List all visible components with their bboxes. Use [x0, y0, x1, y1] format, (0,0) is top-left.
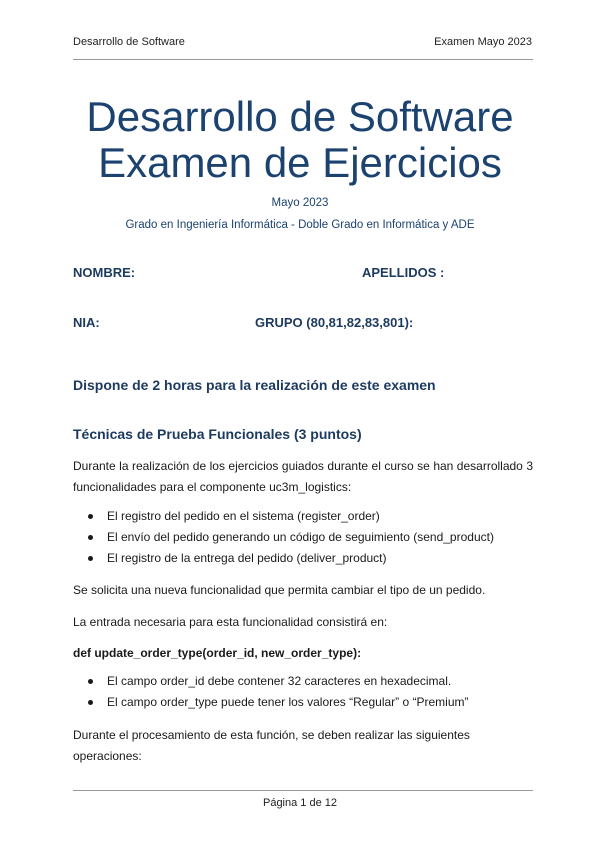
title-line-1: Desarrollo de Software: [86, 93, 514, 140]
list-item: [88, 671, 533, 692]
list-item-text: El campo order_id debe contener 32 caracteres en hexadecimal.: [107, 674, 452, 688]
page-number: Página 1 de 12: [262, 797, 337, 809]
field-apellidos-label: APELLIDOS :: [362, 265, 445, 280]
request-paragraph: Se solicita una nueva funcionalidad que permita cambiar el tipo de un pedido.: [73, 583, 486, 597]
header-divider: [73, 59, 533, 60]
function-signature: def update_order_type(order_id, new_order_type):: [73, 646, 362, 660]
list-item-text: El registro de la entrega del pedido (deliver_product): [107, 551, 387, 565]
bullet-icon: [88, 556, 93, 561]
duration-heading: Dispone de 2 horas para la realización de este examen: [73, 377, 436, 393]
list-item-text: El envío del pedido generando un código de seguimiento (send_product): [107, 530, 494, 544]
functionalities-list: [88, 506, 533, 569]
field-nia-label: NIA:: [73, 315, 100, 330]
list-item: [88, 692, 533, 713]
list-item: [88, 527, 533, 548]
bullet-icon: [88, 514, 93, 519]
document-title: [0, 94, 600, 186]
bullet-icon: [88, 700, 93, 705]
subtitle-degree: Grado en Ingeniería Informática - Doble Grado en Informática y ADE: [125, 219, 475, 231]
footer-divider: [73, 790, 533, 791]
bullet-icon: [88, 535, 93, 540]
section-heading: Técnicas de Prueba Funcionales (3 puntos): [73, 426, 362, 442]
input-paragraph: La entrada necesaria para esta funcionalidad consistirá en:: [73, 615, 388, 629]
processing-paragraph: Durante el procesamiento de esta función, se deben realizar las siguientes operaciones:: [73, 728, 470, 763]
list-item: [88, 548, 533, 569]
subtitle-date: Mayo 2023: [271, 197, 329, 209]
intro-paragraph: Durante la realización de los ejercicios guiados durante el curso se han desarrollado 3 funcionalidades para el componente uc3m_logistics:: [73, 459, 533, 494]
field-grupo-label: GRUPO (80,81,82,83,801):: [255, 315, 414, 330]
title-line-2: Examen de Ejercicios: [98, 139, 502, 186]
header-exam-date: Examen Mayo 2023: [434, 36, 532, 48]
list-item-text: El registro del pedido en el sistema (register_order): [107, 509, 380, 523]
header-course: Desarrollo de Software: [73, 36, 185, 48]
list-item: [88, 506, 533, 527]
constraints-list: [88, 671, 533, 713]
field-nombre-label: NOMBRE:: [73, 265, 136, 280]
bullet-icon: [88, 679, 93, 684]
list-item-text: El campo order_type puede tener los valores “Regular” o “Premium”: [107, 695, 469, 709]
